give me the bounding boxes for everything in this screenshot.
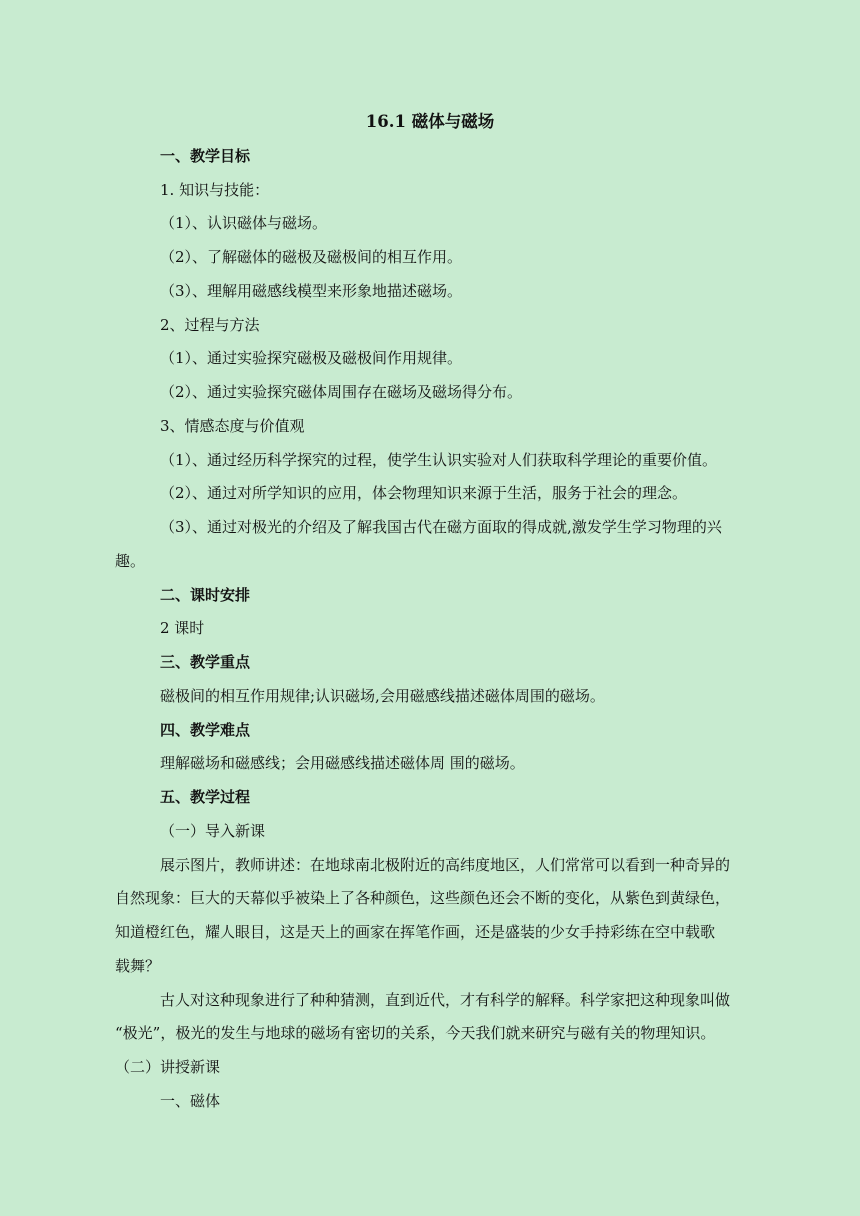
subsection-knowledge-skills: 1. 知识与技能： (160, 181, 270, 199)
list-item: （1）、认识磁体与磁场。 (160, 214, 328, 232)
list-item-continuation: 趣。 (115, 552, 146, 570)
list-item: （2）、通过实验探究磁体周围存在磁场及磁场得分布。 (160, 383, 523, 401)
subsection-attitude-values: 3、情感态度与价值观 (160, 417, 305, 435)
subsection-new-lesson: （二）讲授新课 (115, 1058, 221, 1076)
section-heading-schedule: 二、课时安排 (160, 586, 251, 604)
paragraph-line: 古人对这种现象进行了种种猜测，直到近代，才有科学的解释。科学家把这种现象叫做 (160, 991, 731, 1009)
section-heading-objectives: 一、教学目标 (160, 147, 251, 165)
page-title: 16.1 磁体与磁场 (365, 112, 495, 131)
subsection-intro: （一）导入新课 (160, 822, 266, 840)
section-body: 理解磁场和磁感线；会用磁感线描述磁体周 围的磁场。 (160, 754, 525, 772)
list-item: （3）、理解用磁感线模型来形象地描述磁场。 (160, 282, 463, 300)
list-item: （1）、通过经历科学探究的过程，使学生认识实验对人们获取科学理论的重要价值。 (160, 451, 718, 469)
paragraph-line: 载舞？ (115, 957, 161, 975)
subsection-magnets: 一、磁体 (160, 1092, 221, 1110)
section-heading-difficulties: 四、教学难点 (160, 721, 251, 739)
list-item: （1）、通过实验探究磁极及磁极间作用规律。 (160, 349, 463, 367)
list-item: （2）、了解磁体的磁极及磁极间的相互作用。 (160, 248, 463, 266)
paragraph-line: 自然现象：巨大的天幕似乎被染上了各种颜色，这些颜色还会不断的变化，从紫色到黄绿色， (115, 889, 731, 907)
paragraph-line: “极光”，极光的发生与地球的磁场有密切的关系，今天我们就来研究与磁有关的物理知识。 (115, 1024, 716, 1042)
list-item: （2）、通过对所学知识的应用，体会物理知识来源于生活，服务于社会的理念。 (160, 484, 688, 502)
section-body: 磁极间的相互作用规律;认识磁场,会用磁感线描述磁体周围的磁场。 (160, 687, 605, 705)
paragraph-line: 知道橙红色，耀人眼目，这是天上的画家在挥笔作画，还是盛装的少女手持彩练在空中载歌 (115, 923, 716, 941)
section-heading-process: 五、教学过程 (160, 788, 251, 806)
section-heading-key-points: 三、教学重点 (160, 653, 251, 671)
section-body: 2 课时 (160, 619, 205, 637)
subsection-process-method: 2、过程与方法 (160, 316, 260, 334)
paragraph-line: 展示图片，教师讲述：在地球南北极附近的高纬度地区，人们常常可以看到一种奇异的 (160, 856, 731, 874)
list-item: （3）、通过对极光的介绍及了解我国古代在磁方面取的得成就,激发学生学习物理的兴 (160, 518, 722, 536)
